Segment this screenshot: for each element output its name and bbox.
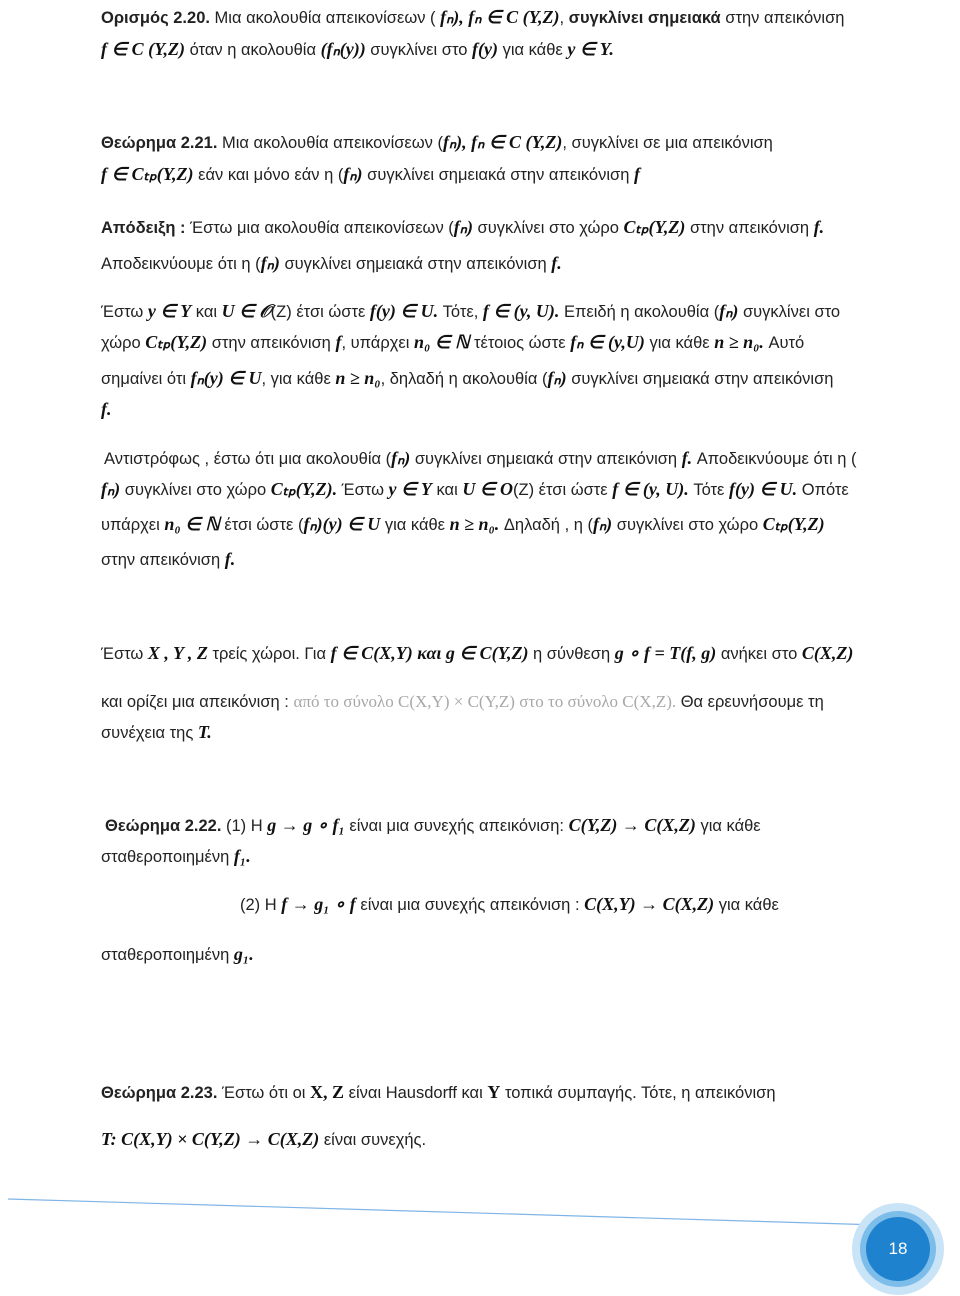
faded-formula-text: από το σύνολο C(X,Y) × C(Y,Z) στο το σύνολο C(X,Z). [293, 692, 677, 711]
converse-line-3: υπάρχει n₀ ∈ ℕ έτσι ώστε (fₙ)(y) ∈ U για κάθε n ≥ n₀. Δηλαδή , η (fₙ) συγκλίνει στο χώρο Cₜₚ(Y,Z) [101, 514, 825, 534]
thm-2-23-line-2: T: C(X,Y) × C(Y,Z) → C(X,Z) είναι συνεχής. [101, 1129, 427, 1149]
thm-2-22-line-2: σταθεροποιημένη f₁. [101, 846, 251, 866]
thm-2-22-line-1: Θεώρημα 2.22. (1) Η g → g ∘ f₁ είναι μια συνεχής απεικόνιση: C(Y,Z) → C(X,Z) για κάθε [105, 815, 761, 835]
proof-paragraph-line-3: σημαίνει ότι fₙ(y) ∈ U, για κάθε n ≥ n₀, δηλαδή η ακολουθία (fₙ) συγκλίνει σημειακά στην απεικόνιση [101, 368, 834, 388]
thm-2-21-line-1: Θεώρημα 2.21. Μια ακολουθία απεικονίσεων (fₙ), fₙ ∈ C (Y,Z), συγκλίνει σε μια απεικόνιση [101, 132, 773, 152]
thm-2-21-line-2: f ∈ Cₜₚ(Y,Z) εάν και μόνο εάν η (fₙ) συγκλίνει σημειακά στην απεικόνιση f [101, 164, 640, 184]
composition-line-1: Έστω X , Y , Z τρείς χώροι. Για f ∈ C(X,Y) και g ∈ C(Y,Z) η σύνθεση g ∘ f = T(f, g) ανήκει στο C(X,Z) [101, 643, 854, 663]
proof-paragraph-line-4: f. [101, 399, 112, 419]
composition-line-3: συνέχεια της T. [101, 722, 212, 742]
proof-paragraph-line-1: Έστω y ∈ Y και U ∈ 𝒪(Z) έτσι ώστε f(y) ∈ U. Τότε, f ∈ (y, U). Επειδή η ακολουθία (fₙ) συγκλίνει στο [101, 301, 841, 321]
proof-label: Απόδειξη : [101, 219, 186, 237]
def-2-20-line-2: f ∈ C (Y,Z) όταν η ακολουθία (fₙ(y)) συγκλίνει στο f(y) για κάθε y ∈ Y. [101, 39, 614, 59]
converse-line-1: Αντιστρόφως , έστω ότι μια ακολουθία (fₙ) συγκλίνει σημειακά στην απεικόνιση f. Αποδεικνύουμε ότι η ( [104, 448, 857, 468]
thm-2-23-line-1: Θεώρημα 2.23. Έστω ότι οι X, Z είναι Hausdorff και Y τοπικά συμπαγής. Τότε, η απεικόνιση [101, 1082, 776, 1102]
proof-paragraph-line-2: χώρο Cₜₚ(Y,Z) στην απεικόνιση f, υπάρχει n₀ ∈ ℕ τέτοιος ώστε fₙ ∈ (y,U) για κάθε n ≥ n₀. Αυτό [101, 332, 805, 352]
def-2-20-line-1: Ορισμός 2.20. Μια ακολουθία απεικονίσεων ( fₙ), fₙ ∈ C (Y,Z), συγκλίνει σημειακά στην απεικόνιση [101, 7, 845, 27]
thm-2-22-line-3: (2) Η f → g₁ ∘ f είναι μια συνεχής απεικόνιση : C(X,Y) → C(X,Z) για κάθε [240, 894, 779, 914]
thm-2-22-line-4: σταθεροποιημένη g₁. [101, 944, 254, 964]
page-number: 18 [866, 1217, 930, 1281]
theorem-label: Θεώρημα 2.22. [105, 817, 222, 835]
composition-line-2: και ορίζει μια απεικόνιση : από το σύνολο C(X,Y) × C(Y,Z) στο το σύνολο C(X,Z). Θα ερευνήσουμε τη [101, 692, 824, 711]
converse-line-2: fₙ) συγκλίνει στο χώρο Cₜₚ(Y,Z). Έστω y ∈ Y και U ∈ O(Z) έτσι ώστε f ∈ (y, U). Τότε f(y) ∈ U. Οπότε [101, 479, 849, 499]
definition-label: Ορισμός 2.20. [101, 9, 210, 27]
page-number-badge [852, 1203, 944, 1295]
theorem-label: Θεώρημα 2.23. [101, 1084, 218, 1102]
theorem-label: Θεώρημα 2.21. [101, 134, 218, 152]
proof-line-1: Απόδειξη : Έστω μια ακολουθία απεικονίσεων (fₙ) συγκλίνει στο χώρο Cₜₚ(Y,Z) στην απεικόνιση f. [101, 217, 825, 237]
proof-line-2: Αποδεικνύουμε ότι η (fₙ) συγκλίνει σημειακά στην απεικόνιση f. [101, 253, 562, 273]
converse-line-4: στην απεικόνιση f. [101, 549, 236, 569]
